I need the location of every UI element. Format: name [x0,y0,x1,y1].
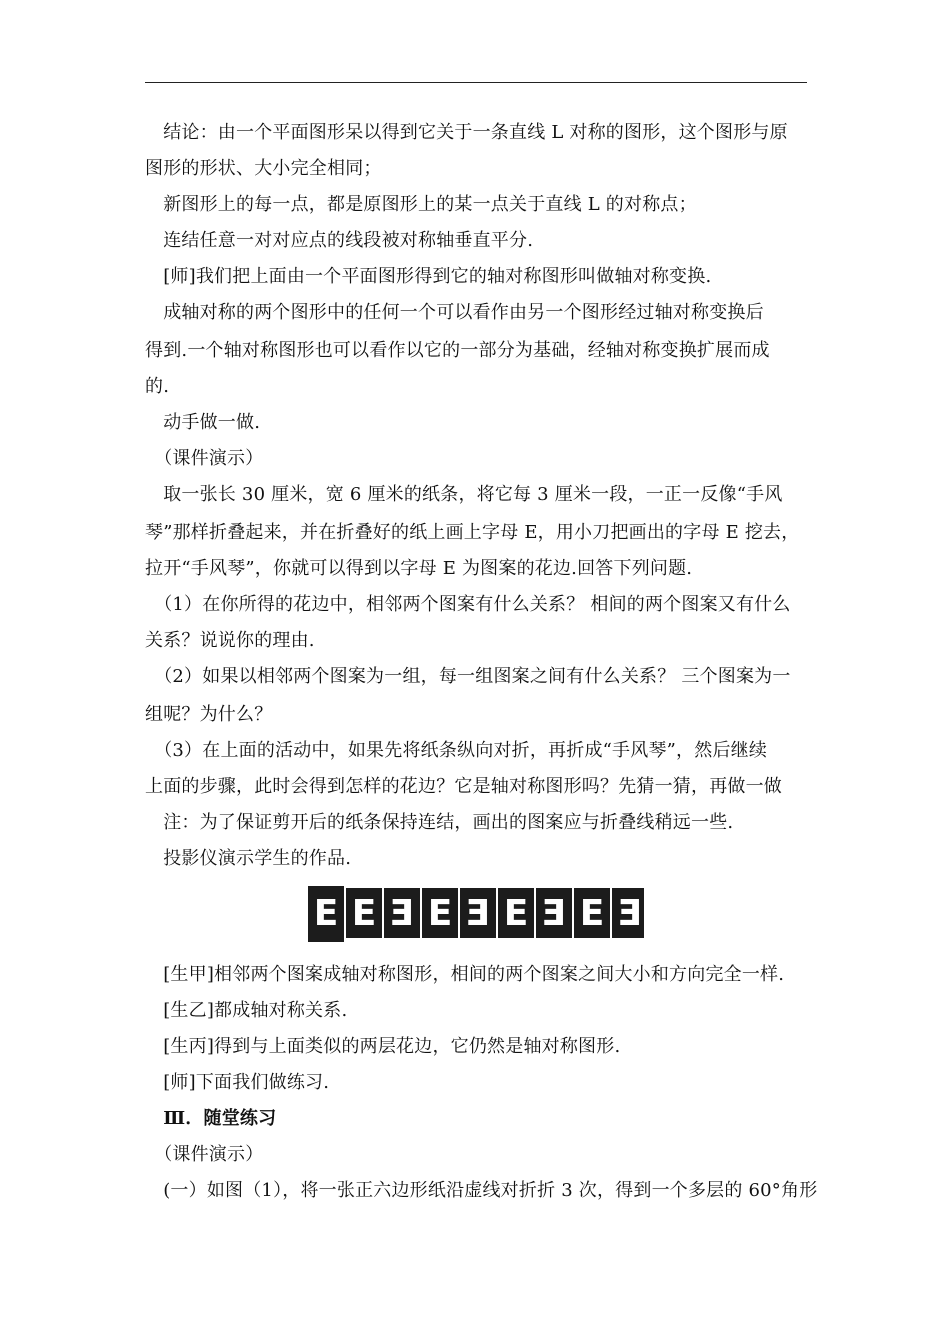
paragraph-line: 新图形上的每一点，都是原图形上的某一点关于直线 L 的对称点； [145,194,697,215]
paragraph-line: （课件演示） [145,1144,264,1165]
paragraph-line: 得到.一个轴对称图形也可以看作以它的一部分为基础，经轴对称变换扩展而成 [145,340,770,361]
paragraph-line: 拉开“手风琴”，你就可以得到以字母 E 为图案的花边.回答下列问题. [145,558,693,579]
e-tile [460,888,496,938]
paragraph-line: 结论：由一个平面图形呆以得到它关于一条直线 L 对称的图形，这个图形与原 [145,122,788,143]
paragraph-line: 注：为了保证剪开后的纸条保持连结，画出的图案应与折叠线稍远一些. [145,812,734,833]
e-tile [498,888,534,938]
e-tile [308,886,344,942]
paragraph-line: (一）如图（1），将一张正六边形纸沿虚线对折折 3 次，得到一个多层的 60°角形 [145,1180,818,1201]
e-border-pattern-figure [304,882,644,944]
paragraph-line: 上面的步骤，此时会得到怎样的花边？它是轴对称图形吗？先猜一猜，再做一做 [145,776,782,797]
e-letter: E [313,893,339,934]
paragraph-line: 的. [145,376,170,397]
e-letter: E [427,893,453,934]
paragraph-line: [生乙]都成轴对称关系. [145,1000,348,1021]
e-letter: E [351,893,377,934]
paragraph-line: 琴”那样折叠起来，并在折叠好的纸上画上字母 E，用小刀把画出的字母 E 挖去， [145,522,800,543]
paragraph-line: 成轴对称的两个图形中的任何一个可以看作由另一个图形经过轴对称变换后 [145,302,764,323]
header-rule [145,82,807,83]
paragraph-line: （3）在上面的活动中，如果先将纸条纵向对折，再折成“手风琴”，然后继续 [145,740,768,761]
paragraph-line: （2）如果以相邻两个图案为一组，每一组图案之间有什么关系？ 三个图案为一 [145,666,791,687]
paragraph-line: 组呢？为什么？ [145,704,273,725]
paragraph-line: （课件演示） [145,448,264,469]
e-tile [574,888,610,938]
e-tile [612,888,644,938]
paragraph-line: [师]我们把上面由一个平面图形得到它的轴对称图形叫做轴对称变换. [145,266,712,287]
e-letter: E [579,893,605,934]
paragraph-line: 关系？说说你的理由. [145,630,315,651]
paragraph-line: 投影仪演示学生的作品. [145,848,352,869]
e-tile [346,888,382,938]
paragraph-line: [生丙]得到与上面类似的两层花边，它仍然是轴对称图形. [145,1036,621,1057]
e-letter: E [389,893,415,934]
e-letter: E [465,893,491,934]
paragraph-line: （1）在你所得的花边中，相邻两个图案有什么关系？ 相间的两个图案又有什么 [145,594,791,615]
e-letter: E [617,893,643,934]
paragraph-line: [生甲]相邻两个图案成轴对称图形，相间的两个图案之间大小和方向完全一样. [145,964,785,985]
section-heading: Ⅲ．随堂练习 [145,1108,277,1129]
e-letter: E [503,893,529,934]
paragraph-line: 取一张长 30 厘米，宽 6 厘米的纸条，将它每 3 厘米一段，一正一反像“手风 [145,484,783,505]
paragraph-line: 连结任意一对对应点的线段被对称轴垂直平分. [145,230,534,251]
e-tile [384,888,420,938]
paragraph-line: [师]下面我们做练习. [145,1072,330,1093]
paragraph-line: 动手做一做. [145,412,261,433]
e-tile [422,888,458,938]
paragraph-line: 图形的形状、大小完全相同； [145,158,382,179]
e-letter: E [541,893,567,934]
e-tile [536,888,572,938]
